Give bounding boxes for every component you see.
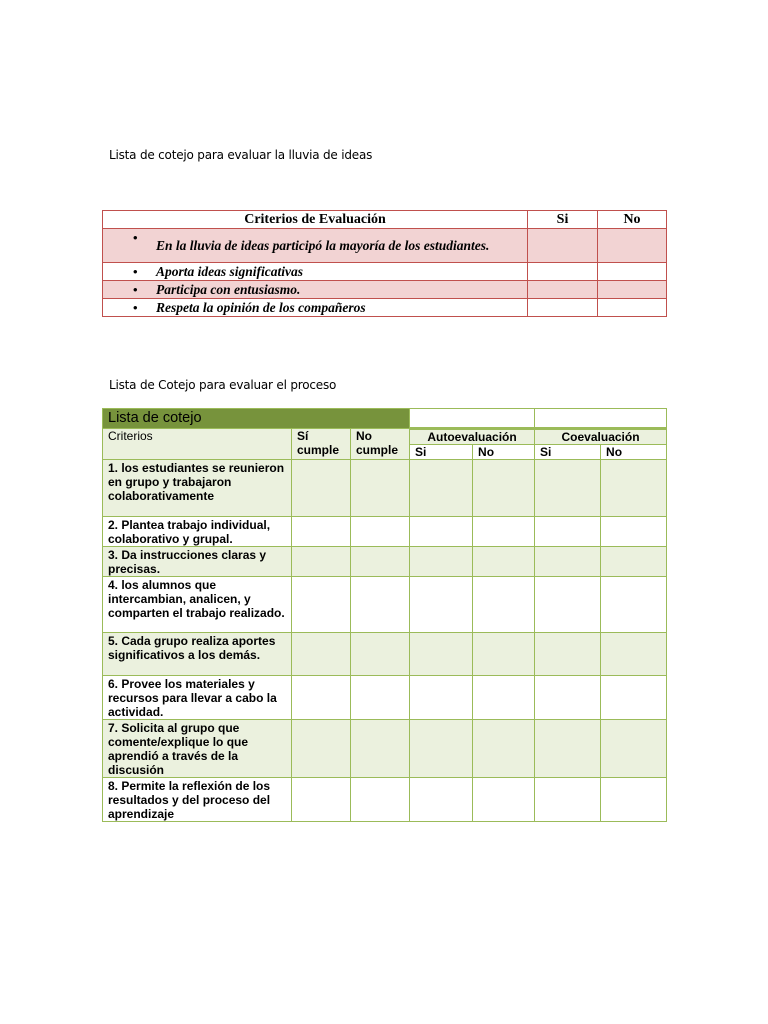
yes-cell[interactable] — [528, 299, 598, 317]
criterion-cell: • Participa con entusiasmo. — [103, 281, 528, 299]
table-title-row — [103, 409, 667, 429]
no-cell[interactable] — [598, 263, 667, 281]
criterion-cell: 7. Solicita al grupo que comente/explique lo que aprendió a través de la discusión — [103, 720, 292, 778]
table-row — [103, 676, 667, 720]
criterion-cell: • Aporta ideas significativas — [103, 263, 528, 281]
no-cumple-header: No cumple — [351, 429, 410, 460]
criteria-header: Criterios — [103, 429, 292, 460]
auto-si-header: Si — [410, 445, 473, 460]
coe-si-header: Si — [535, 445, 601, 460]
criteria-header: Criterios de Evaluación — [103, 211, 528, 229]
criterion-cell: 2. Plantea trabajo individual, colaborativo y grupal. — [103, 517, 292, 547]
si-cumple-header: Sí cumple — [292, 429, 351, 460]
criterion-cell: 1. los estudiantes se reunieron en grupo y trabajaron colaborativamente — [103, 460, 292, 517]
table-row — [103, 299, 667, 317]
yes-cell[interactable] — [528, 263, 598, 281]
table-row — [103, 720, 667, 778]
table-row — [103, 577, 667, 633]
table-header-row — [103, 429, 667, 445]
table-row — [103, 229, 667, 263]
brainstorm-checklist-table — [102, 210, 667, 317]
checklist-heading-process: Lista de Cotejo para evaluar el proceso — [109, 378, 337, 392]
coe-no-header: No — [601, 445, 667, 460]
no-header: No — [598, 211, 667, 229]
criterion-cell: 8. Permite la reflexión de los resultados y del proceso del aprendizaje — [103, 778, 292, 822]
table-row — [103, 517, 667, 547]
process-checklist-table — [102, 408, 667, 822]
criterion-cell: • Respeta la opinión de los compañeros — [103, 299, 528, 317]
coevaluacion-header: Coevaluación — [535, 429, 667, 445]
no-cell[interactable] — [598, 281, 667, 299]
no-cell[interactable] — [598, 299, 667, 317]
checklist-heading-brainstorm: Lista de cotejo para evaluar la lluvia de ideas — [109, 148, 373, 162]
table-row — [103, 263, 667, 281]
table-row — [103, 281, 667, 299]
table-row — [103, 778, 667, 822]
table-row — [103, 547, 667, 577]
no-cell[interactable] — [598, 229, 667, 263]
autoevaluacion-header: Autoevaluación — [410, 429, 535, 445]
yes-cell[interactable] — [528, 281, 598, 299]
yes-header: Si — [528, 211, 598, 229]
criterion-cell: 3. Da instrucciones claras y precisas. — [103, 547, 292, 577]
table-row — [103, 633, 667, 676]
yes-cell[interactable] — [528, 229, 598, 263]
criterion-cell: 5. Cada grupo realiza aportes significativos a los demás. — [103, 633, 292, 676]
table-title: Lista de cotejo — [103, 409, 410, 429]
table-row — [103, 460, 667, 517]
table-header-row — [103, 211, 667, 229]
criterion-cell: 6. Provee los materiales y recursos para llevar a cabo la actividad. — [103, 676, 292, 720]
criterion-cell: 4. los alumnos que intercambian, analicen, y comparten el trabajo realizado. — [103, 577, 292, 633]
auto-no-header: No — [473, 445, 535, 460]
criterion-cell: • En la lluvia de ideas participó la mayoría de los estudiantes. — [103, 229, 528, 263]
